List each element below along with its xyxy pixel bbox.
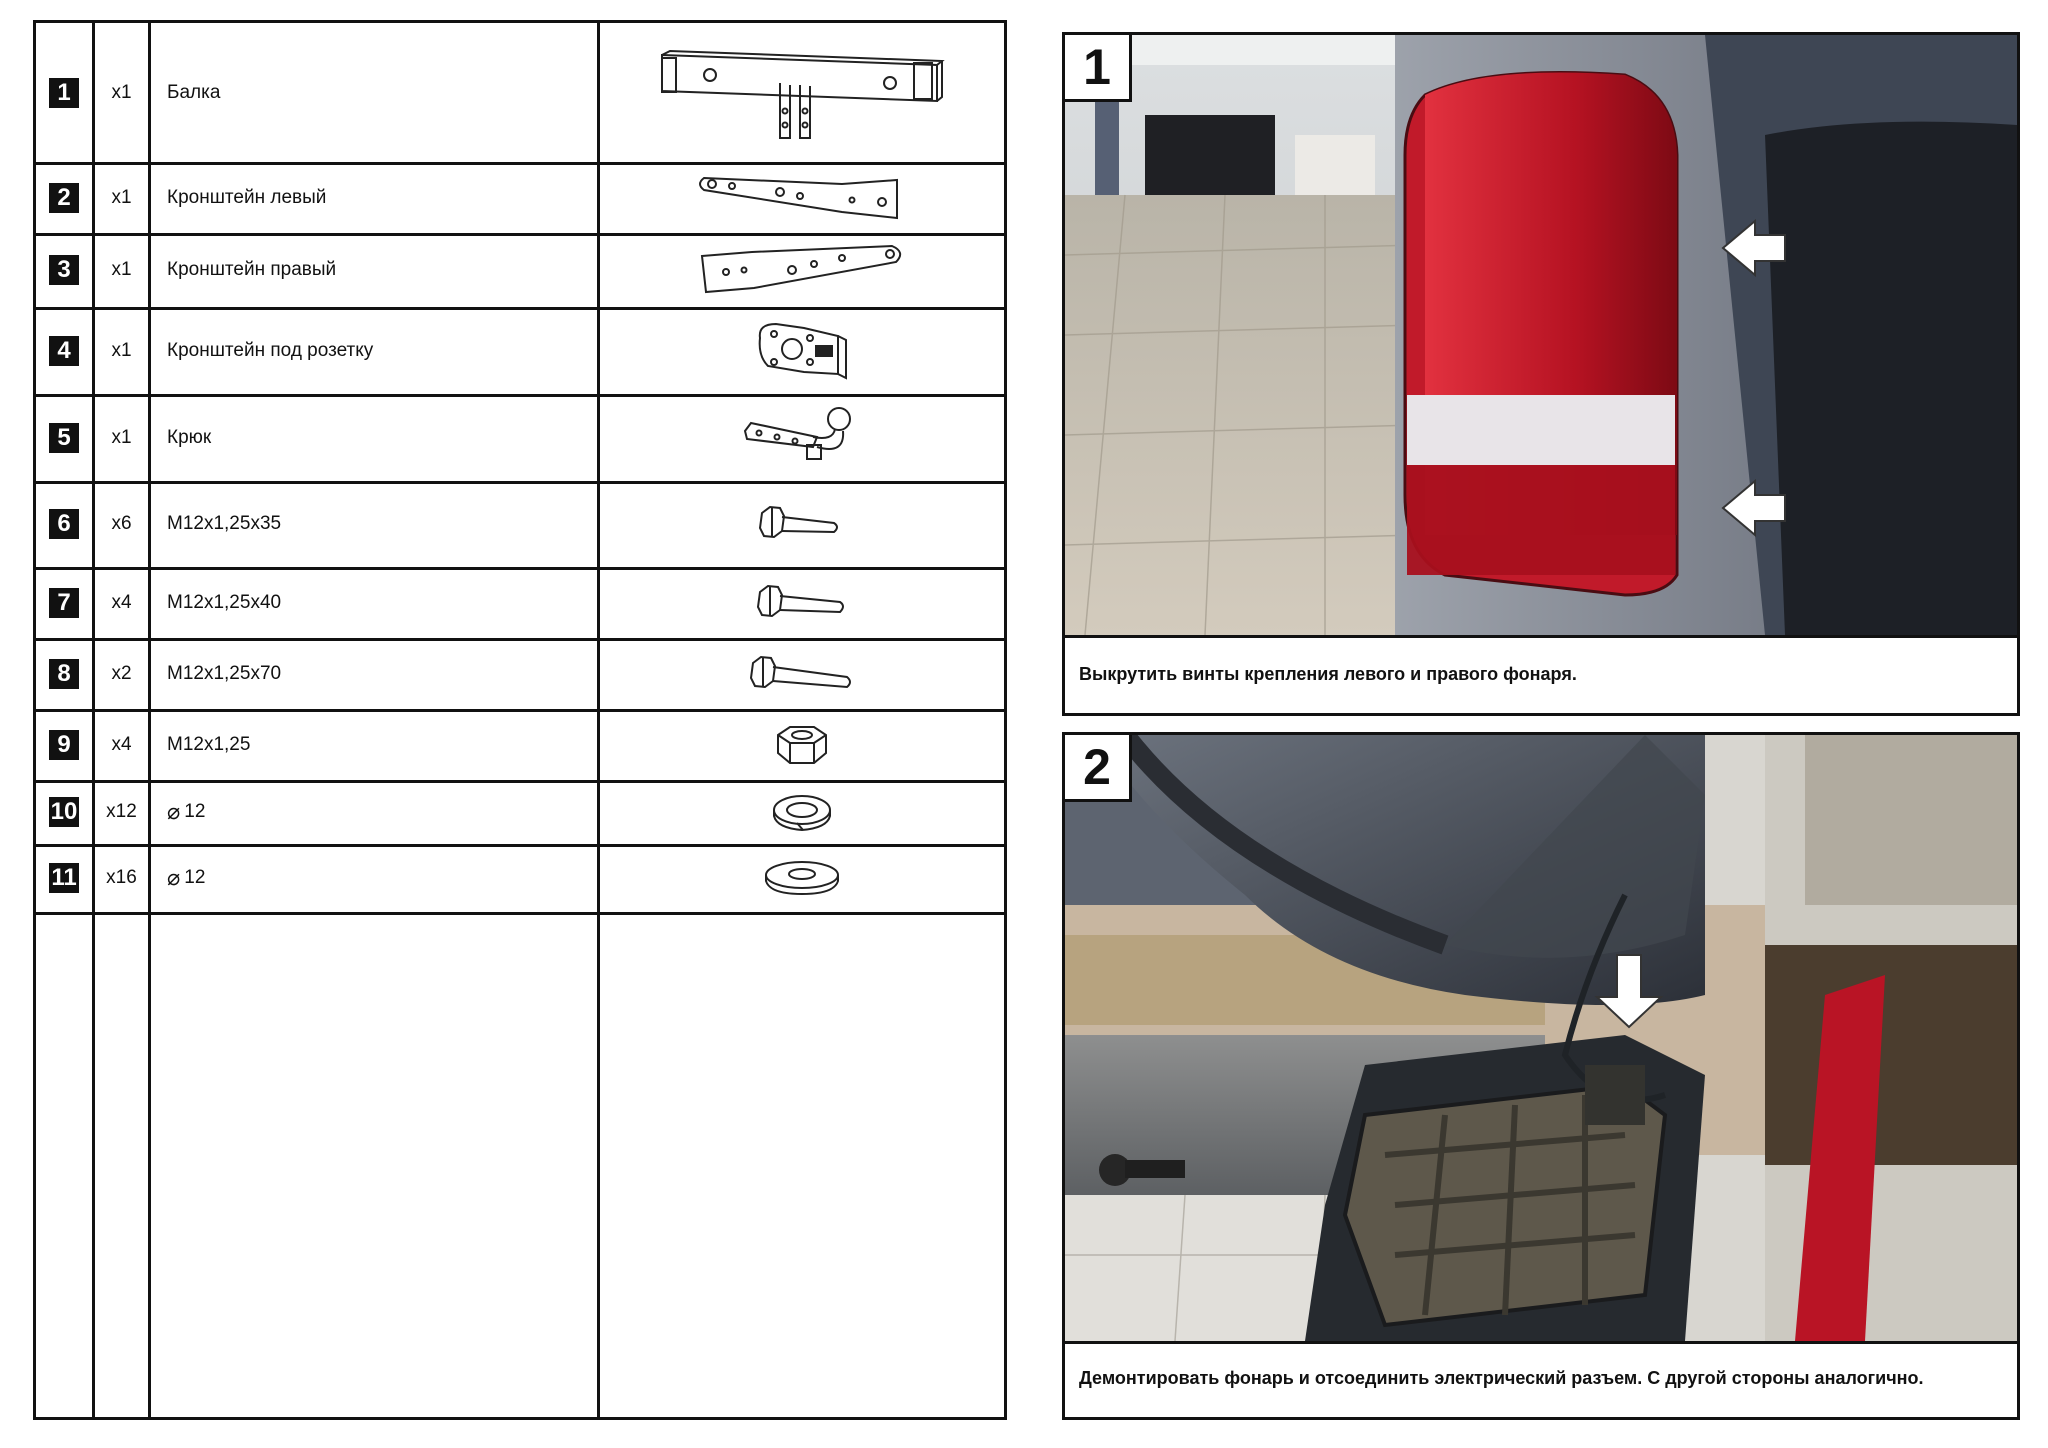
step-panel-2 <box>1062 732 2020 1420</box>
part-number: 7 <box>49 588 79 618</box>
step-caption: Демонтировать фонарь и отсоединить электрический разъем. С другой стороны аналогично. <box>1079 1368 1924 1388</box>
diameter-symbol: ⌀ <box>167 865 181 890</box>
step-caption: Выкрутить винты крепления левого и правого фонаря. <box>1079 664 1577 684</box>
part-name: Кронштейн правый <box>167 259 337 280</box>
part-quantity: x4 <box>111 591 132 613</box>
table-row <box>36 780 1004 847</box>
part-number: 6 <box>49 509 79 539</box>
part-number: 9 <box>49 730 79 760</box>
light-connector-photo <box>1065 735 2017 1344</box>
table-row <box>36 481 1004 570</box>
tow-hook-icon <box>737 403 867 473</box>
part-name: 12 <box>184 801 206 822</box>
table-row <box>36 307 1004 397</box>
part-name: M12x1,25 <box>167 733 251 755</box>
bolt-icon <box>752 499 852 549</box>
part-number: 2 <box>49 183 79 213</box>
part-name: Кронштейн под розетку <box>167 339 374 361</box>
right-bracket-icon <box>692 240 912 300</box>
part-name: M12x1,25x70 <box>167 662 282 684</box>
part-quantity: x6 <box>111 513 132 534</box>
part-number: 10 <box>50 798 78 825</box>
table-row <box>36 844 1004 915</box>
part-number: 4 <box>49 336 79 366</box>
part-number: 1 <box>49 78 79 108</box>
part-quantity: x1 <box>111 426 132 448</box>
bolt-icon <box>747 649 857 699</box>
part-name: M12x1,25x35 <box>167 513 282 534</box>
part-quantity: x2 <box>111 662 132 684</box>
nut-icon <box>772 723 832 767</box>
rear-light-screws-photo <box>1065 35 2017 638</box>
socket-bracket-icon <box>752 316 852 386</box>
tow-beam-icon <box>652 43 952 143</box>
table-row <box>36 638 1004 712</box>
step-number: 1 <box>1065 35 1132 102</box>
table-row <box>36 709 1004 783</box>
left-bracket-icon <box>692 168 912 228</box>
part-quantity: x16 <box>106 867 137 888</box>
part-quantity: x1 <box>111 81 132 103</box>
part-number: 8 <box>49 659 79 689</box>
part-name: Балка <box>167 81 221 103</box>
part-quantity: x1 <box>111 259 132 280</box>
table-row <box>36 394 1004 484</box>
part-name: M12x1,25x40 <box>167 591 282 613</box>
flat-washer-icon <box>760 856 844 900</box>
part-number: 5 <box>49 423 79 453</box>
diameter-symbol: ⌀ <box>167 799 181 824</box>
table-row <box>36 23 1004 165</box>
part-number: 3 <box>49 255 79 285</box>
bolt-icon <box>752 578 852 628</box>
table-row <box>36 233 1004 310</box>
table-row <box>36 162 1004 236</box>
parts-table <box>33 20 1007 1420</box>
part-name: Крюк <box>167 426 212 448</box>
part-number: 11 <box>49 863 79 893</box>
part-name: Кронштейн левый <box>167 186 327 208</box>
part-quantity: x4 <box>111 733 132 755</box>
part-quantity: x1 <box>111 186 132 208</box>
table-row <box>36 567 1004 641</box>
spring-washer-icon <box>767 790 837 834</box>
step-panel-1 <box>1062 32 2020 716</box>
part-quantity: x1 <box>111 339 132 361</box>
part-quantity: x12 <box>106 801 137 822</box>
part-name: 12 <box>184 867 206 888</box>
step-number: 2 <box>1065 735 1132 802</box>
